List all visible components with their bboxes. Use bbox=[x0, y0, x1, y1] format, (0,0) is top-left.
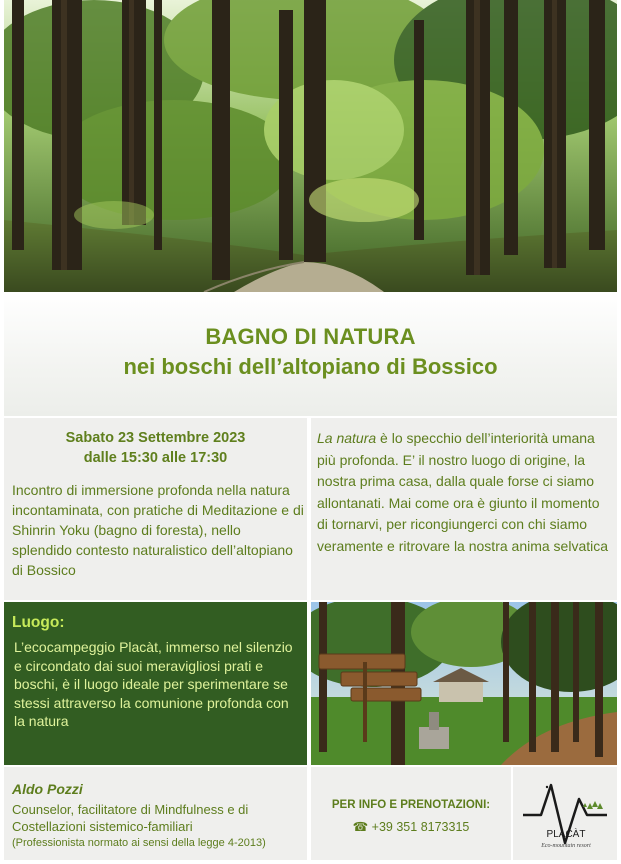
contact-panel bbox=[311, 767, 511, 860]
campsite-photo bbox=[311, 602, 617, 765]
location-panel bbox=[4, 602, 307, 765]
forest-hero-image bbox=[4, 0, 617, 292]
page-subtitle: nei boschi dell’altopiano di Bossico bbox=[123, 354, 498, 379]
quote-text: è lo specchio dell’interiorità umana più profonda. E’ il nostro luogo di origine, la nostra prima casa, dalla quale forse ci siamo allontanati. Mai come ora è giunto il momento di tornarvi, per ricongiungerci con chi siamo veramente e ritrovare la nostra anima selvatica bbox=[317, 430, 609, 554]
organizer-role: Counselor, facilitatore di Mindfulness e di Costellazioni sistemico-familiari bbox=[12, 802, 249, 834]
title-band bbox=[4, 292, 617, 416]
nature-quote-panel bbox=[311, 418, 617, 600]
event-date: Sabato 23 Settembre 2023 bbox=[65, 430, 246, 446]
logo-tagline: Eco-mountain resort bbox=[541, 843, 591, 849]
event-intro: Incontro di immersione profonda nella natura incontaminata, con pratiche di Meditazione e di Shinrin Yoku (bagno di foresta), nello splendido contesto naturalistico dell’altopiano di Bossico bbox=[12, 482, 304, 578]
location-text: L’ecocampeggio Placàt, immerso nel silenzio e circondato dai suoi meravigliosi prati e boschi, è il luogo ideale per sperimentare se stessi attraverso la comunione profonda con la natura bbox=[14, 639, 293, 729]
page-title: BAGNO DI NATURA bbox=[205, 324, 416, 349]
placat-logo bbox=[521, 777, 611, 855]
organizer-panel bbox=[4, 767, 307, 860]
contact-label: PER INFO E PRENOTAZIONI: bbox=[331, 799, 491, 811]
location-heading: Luogo: bbox=[12, 614, 65, 631]
organizer-note: (Professionista normato ai sensi della legge 4-2013) bbox=[12, 837, 266, 849]
logo-name: PLACÀT bbox=[546, 829, 586, 840]
event-time: dalle 15:30 alle 17:30 bbox=[83, 450, 228, 466]
nature-quote bbox=[317, 428, 613, 557]
quote-lead: La natura bbox=[317, 430, 377, 446]
logo-panel bbox=[513, 767, 617, 860]
event-details-panel bbox=[4, 418, 307, 600]
contact-phone[interactable]: ☎ +39 351 8173315 bbox=[352, 820, 470, 834]
organizer-name: Aldo Pozzi bbox=[12, 781, 83, 797]
